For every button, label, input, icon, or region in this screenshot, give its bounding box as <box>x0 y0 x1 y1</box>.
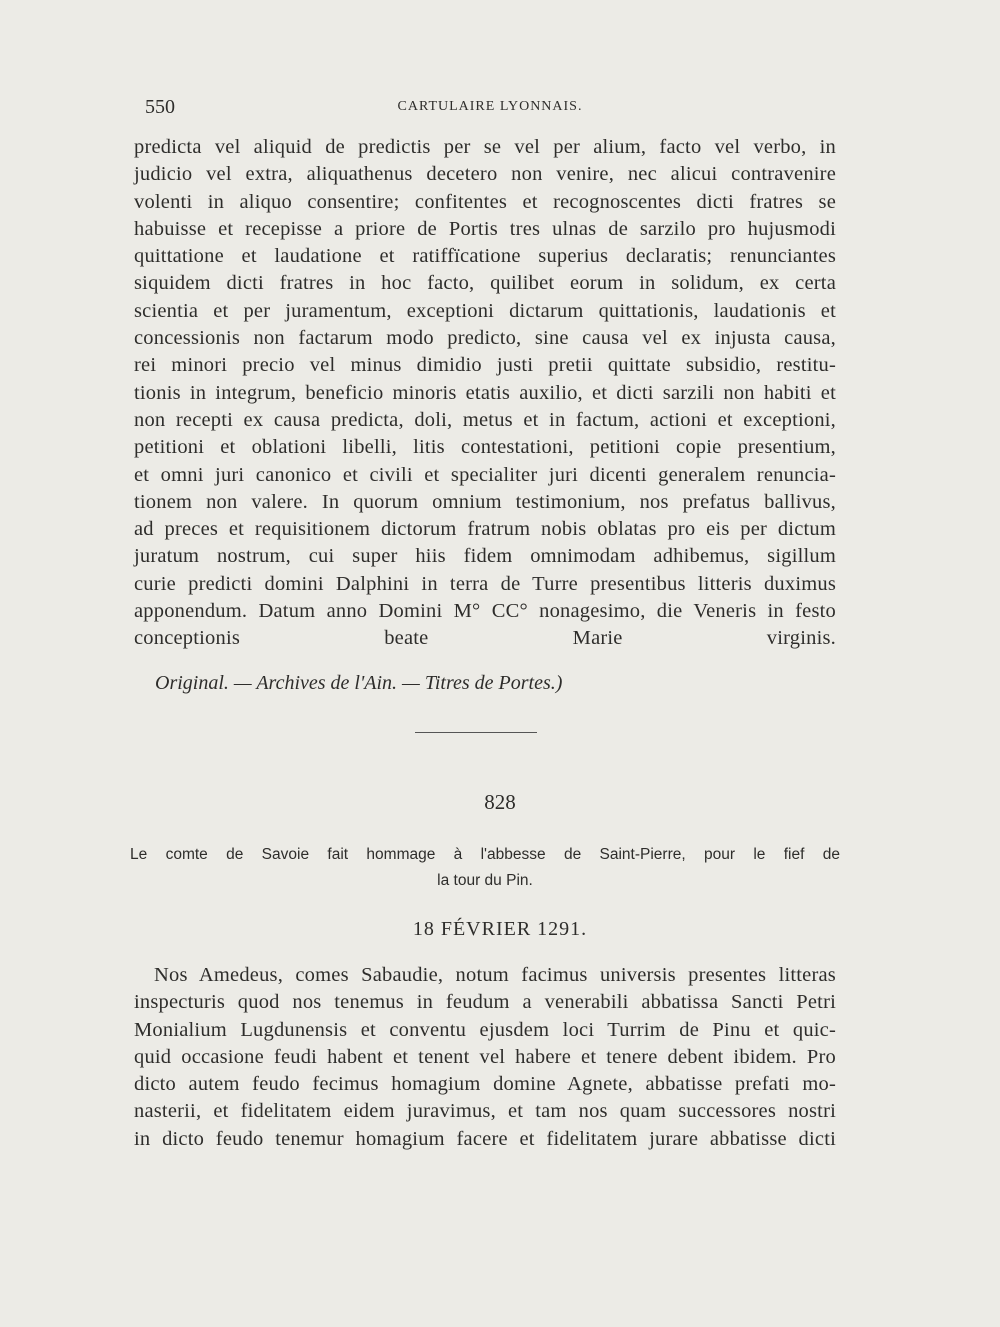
text-line: juratum nostrum, cui super hiis fidem omnimodam adhibemus, sigillum <box>134 545 836 568</box>
charter-827-text <box>134 134 836 653</box>
text-line: et omni juri canonico et civili et specialiter juri dicenti generalem renuncia- <box>134 463 836 486</box>
summary-line: la tour du Pin. <box>437 872 533 889</box>
text-line: in dicto feudo tenemur homagium facere et fidelitatem jurare abbatisse dicti <box>134 1127 836 1150</box>
text-line: petitioni et oblationi libelli, litis contestationi, petitioni copie presentium, <box>134 436 836 459</box>
text-line: quid occasione feudi habent et tenent vel habere et tenere debent ibidem. Pro <box>134 1045 836 1068</box>
text-line: scientia et per juramentum, exceptioni dictarum quittationis, laudationis et <box>134 299 836 322</box>
page-number: 550 <box>145 96 175 118</box>
text-line: dicto autem feudo fecimus homagium domine Agnete, abbatisse prefati mo- <box>134 1073 836 1096</box>
text-line: ad preces et requisitionem dictorum fratrum nobis oblatas pro eis per dictum <box>134 518 836 541</box>
text-line: habuisse et recepisse a priore de Portis tres ulnas de sarzilo pro hujusmodi <box>134 217 836 240</box>
text-line: predicta vel aliquid de predictis per se vel per alium, facto vel verbo, in <box>134 136 836 158</box>
text-line: curie predicti domini Dalphini in terra de Turre presentibus litteris duximus <box>134 572 836 595</box>
document-date: 18 FÉVRIER 1291. <box>412 918 588 940</box>
text-line: apponendum. Datum anno Domini M° CC° nonagesimo, die Veneris in festo <box>134 600 836 623</box>
text-line: non recepti ex causa predicta, doli, metus et in factum, actioni et exceptioni, <box>134 408 836 431</box>
document-summary <box>130 842 840 894</box>
page-header <box>145 96 835 120</box>
source-citation: Original. — Archives de l'Ain. — Titres de Portes.) <box>155 672 563 694</box>
text-line: tionem non valere. In quorum omnium testimonium, nos prefatus ballivus, <box>134 490 836 513</box>
running-title: CARTULAIRE LYONNAIS. <box>397 99 583 114</box>
text-line: Nos Amedeus, comes Sabaudie, notum facimus universis presentes litteras <box>154 964 836 986</box>
text-line: volenti in aliquo consentire; confitentes et recognoscentes dicti fratres se <box>134 190 836 213</box>
text-line: conceptionis beate Marie virginis. <box>134 627 836 650</box>
text-line: judicio vel extra, aliquathenus decetero non venire, nec alicui contravenire <box>134 163 836 186</box>
text-line: nasterii, et fidelitatem eidem juravimus, et tam nos quam successores nostri <box>134 1100 836 1123</box>
summary-line: Le comte de Savoie fait hommage à l'abbesse de Saint-Pierre, pour le fief de <box>130 846 840 863</box>
section-divider <box>415 732 537 733</box>
document-number: 828 <box>484 790 516 814</box>
text-line: rei minori precio vel minus dimidio justi pretii quittate subsidio, restitu- <box>134 354 836 377</box>
text-line: concessionis non factarum modo predicto, sine causa vel ex injusta causa, <box>134 327 836 350</box>
text-line: siquidem dicti fratres in hoc facto, quilibet eorum in solidum, ex certa <box>134 272 836 295</box>
charter-828-text <box>134 962 836 1153</box>
text-line: inspecturis quod nos tenemus in feudum a venerabili abbatissa Sancti Petri <box>134 991 836 1014</box>
text-line: Monialium Lugdunensis et conventu ejusdem loci Turrim de Pinu et quic- <box>134 1018 836 1041</box>
text-line: quittatione et laudatione et ratiffïcatione superius declaratis; renunciantes <box>134 245 836 268</box>
text-line: tionis in integrum, beneficio minoris etatis auxilio, et dicti sarzili non habiti et <box>134 381 836 404</box>
